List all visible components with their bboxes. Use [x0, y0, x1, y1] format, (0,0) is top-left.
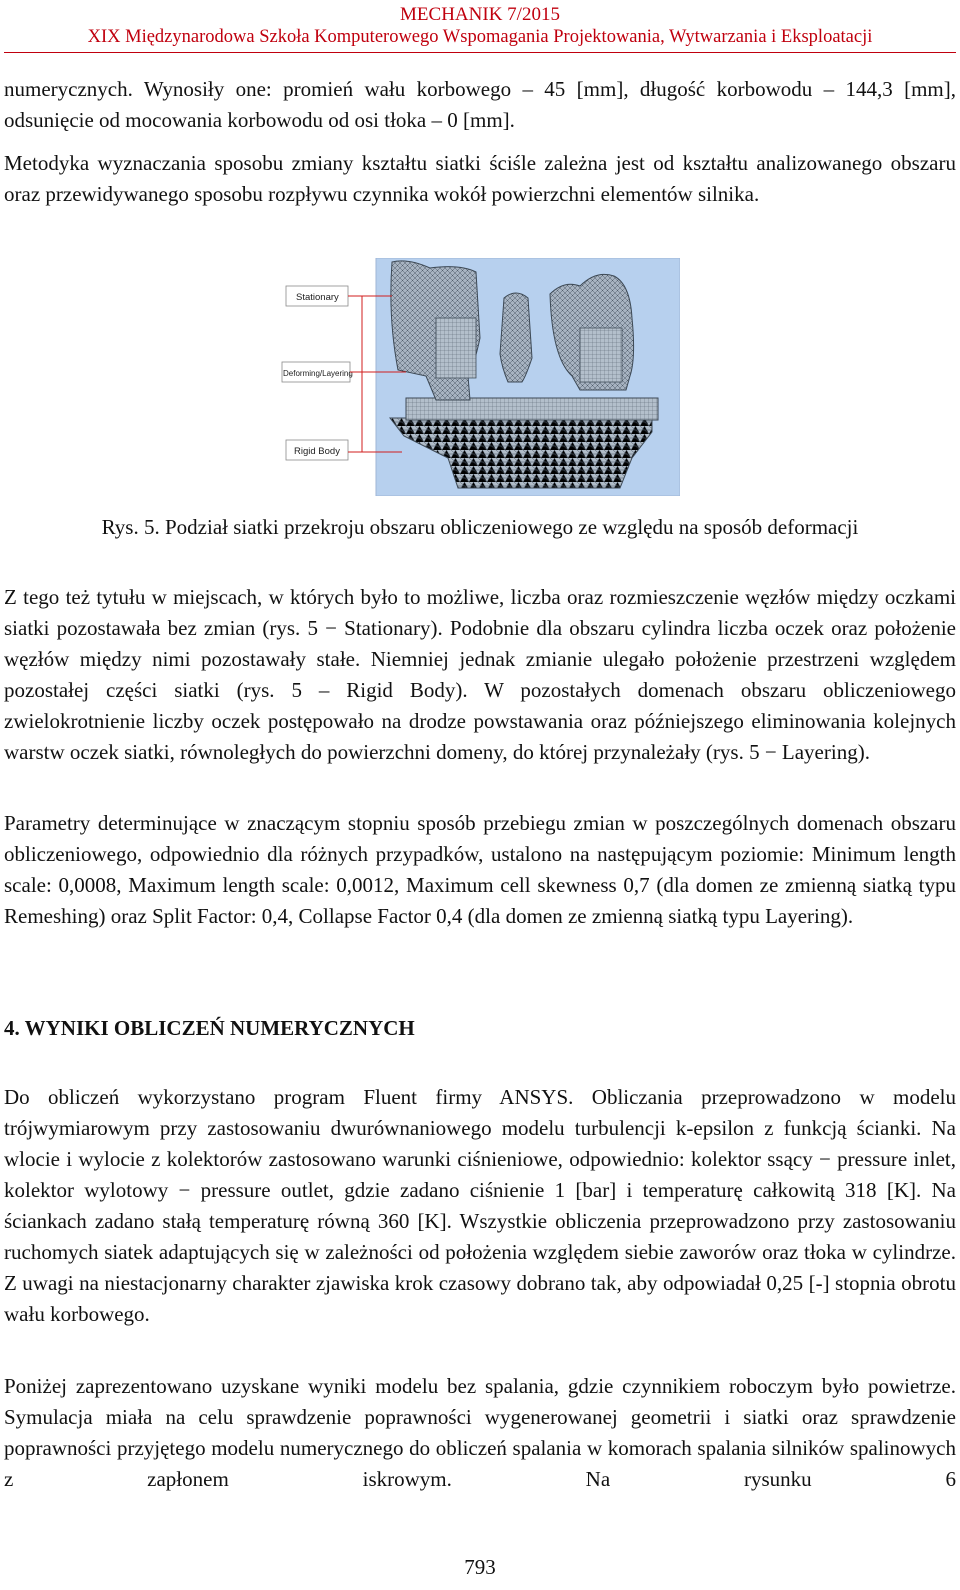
conference-title: XIX Międzynarodowa Szkoła Komputerowego Wspomagania Projektowania, Wytwarzania i Eksploatacji	[87, 27, 873, 47]
label-stationary: Stationary	[296, 292, 339, 303]
intake-valve-block	[436, 318, 476, 378]
paragraph-crank-dimensions: numerycznych. Wynosiły one: promień wału korbowego – 45 [mm], długość korbowodu – 144,3 [mm], odsunięcie od mocowania korbowodu od osi tłoka – 0 [mm].	[4, 77, 956, 132]
paragraph-parameters: Parametry determinujące w znaczącym stopniu sposób przebiegu zmian w poszczególnych domenach obszaru obliczeniowego, odpowiednio dla różnych przypadków, ustalono na następującym poziomie: Minimum length scale: 0,0008, Maximum length scale: 0,0012, Maximum cell skewness 0,7 (dla domen ze zmienną siatką typu Remeshing) oraz Split Factor: 0,4, Collapse Factor 0,4 (dla domen ze zmienną siatką typu Layering).	[4, 811, 956, 928]
paragraph-mesh-domains: Z tego też tytułu w miejscach, w których było to możliwe, liczba oraz rozmieszczenie węzłów między oczkami siatki pozostawała bez zmian (rys. 5 − Stationary). Podobnie dla obszaru cylindra liczba oczek oraz położenie węzłów między nimi pozostawały stałe. Niemniej jednak zmianie ulegało położenie przestrzeni względem pozostałej części siatki (rys. 5 – Rigid Body). W pozostałych domenach obszaru obliczeniowego zwielokrotnienie liczby oczek postępowało na drodze powstawania oraz późniejszego eliminowania kolejnych warstw oczek siatki, równoległych do powierzchni domeny, do której przynależały (rys. 5 − Layering).	[4, 585, 956, 764]
layering-band	[406, 398, 658, 420]
paragraph-fluent-setup: Do obliczeń wykorzystano program Fluent firmy ANSYS. Obliczania przeprowadzono w modelu trójwymiarowym przy zastosowaniu dwurównaniowego modelu turbulencji k-epsilon z funkcją ścianki. Na wlocie i wylocie z kolektorów zastosowano warunki ciśnieniowe, odpowiednio: kolektor ssący − pressure inlet, kolektor wylotowy − pressure outlet, gdzie zadano ciśnienie 1 [bar] i temperaturę całkowitą 318 [K]. Na ściankach zadano stałą temperaturę równą 360 [K]. Wszystkie obliczenia przeprowadzono przy zastosowaniu ruchomych siatek adaptujących się w zależności od położenia względem siebie zaworów oraz tłoka w cylindrze. Z uwagi na niestacjonarny charakter zjawiska krok czasowy dobrano tak, aby odpowiadał 0,25 [-] stopnia obrotu wału korbowego.	[4, 1085, 956, 1326]
page-number: 793	[464, 1555, 496, 1579]
paragraph-mesh-method: Metodyka wyznaczania sposobu zmiany kształtu siatki ściśle zależna jest od kształtu analizowanego obszaru oraz przewidywanego sposobu rozpływu czynnika wokół powierzchni elementów silnika.	[4, 151, 956, 206]
journal-title: MECHANIK 7/2015	[400, 4, 560, 25]
figure-caption: Rys. 5. Podział siatki przekroju obszaru obliczeniowego ze względu na sposób deformacji	[101, 515, 859, 539]
mesh-figure	[280, 258, 680, 496]
mesh-figure-svg	[280, 258, 680, 496]
section-heading: 4. WYNIKI OBLICZEŃ NUMERYCZNYCH	[4, 1016, 415, 1040]
middle-port-mesh	[500, 293, 532, 382]
label-deforming: Deforming/Layering	[283, 369, 353, 378]
running-header	[0, 4, 960, 48]
header-divider	[4, 52, 956, 53]
exhaust-valve-block	[580, 328, 622, 382]
label-rigid: Rigid Body	[294, 446, 340, 457]
paragraph-results-intro: Poniżej zaprezentowano uzyskane wyniki modelu bez spalania, gdzie czynnikiem roboczym było powietrze. Symulacja miała na celu sprawdzenie poprawności wygenerowanej geometrii i siatki oraz sprawdzenie poprawności przyjętego modelu numerycznego do obliczeń spalania w komorach spalania silników spalinowych z zapłonem iskrowym. Na rysunku 6	[4, 1374, 956, 1491]
